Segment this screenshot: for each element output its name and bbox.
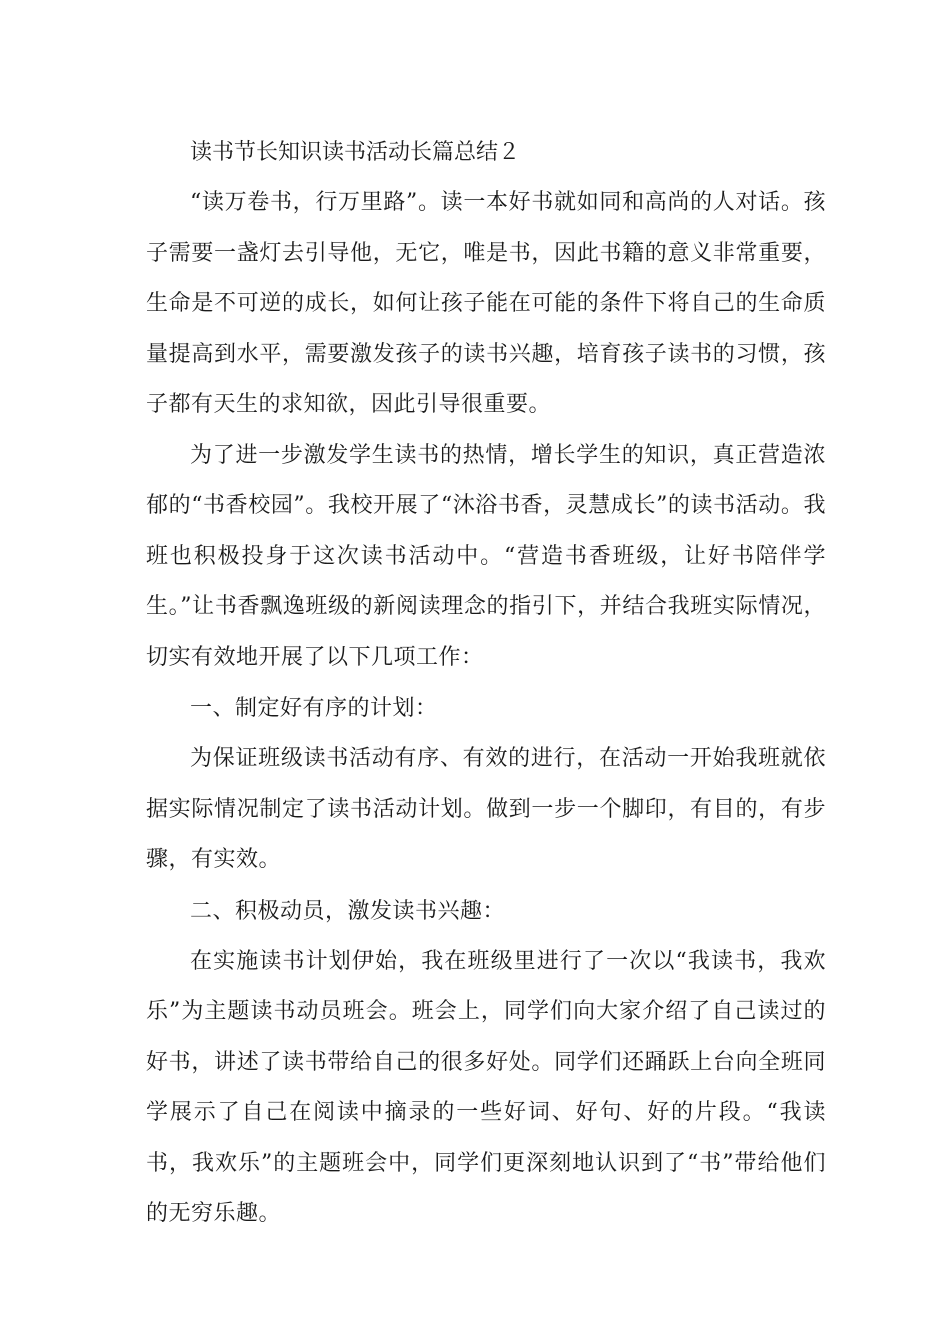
document-title: 读书节长知识读书活动长篇总结２ <box>190 140 521 165</box>
paragraph-activity: 为了进一步激发学生读书的热情，增长学生的知识，真正营造浓郁的“书香校园”。我校开展了“沐浴书香，灵慧成长”的读书活动。我班也积极投身于这次读书活动中。“营造书香班级，让好书陪伴学生。”让书香飘逸班级的新阅读理念的指引下，并结合我班实际情况，切实有效地开展了以下几项工作： <box>146 442 826 670</box>
paragraph-mobilize: 在实施读书计划伊始，我在班级里进行了一次以“我读书，我欢乐”为主题读书动员班会。班会上，同学们向大家介绍了自己读过的好书，讲述了读书带给自己的很多好处。同学们还踊跃上台向全班同学展示了自己在阅读中摘录的一些好词、好句、好的片段。“我读书，我欢乐”的主题班会中，同学们更深刻地认识到了“书”带给他们的无穷乐趣。 <box>146 948 826 1226</box>
document-body <box>146 128 826 1240</box>
paragraph-intro: “读万卷书，行万里路”。读一本好书就如同和高尚的人对话。孩子需要一盏灯去引导他，无它，唯是书，因此书籍的意义非常重要，生命是不可逆的成长，如何让孩子能在可能的条件下将自己的生命质量提高到水平，需要激发孩子的读书兴趣，培育孩子读书的习惯，孩子都有天生的求知欲，因此引导很重要。 <box>146 190 826 417</box>
paragraph-plan: 为保证班级读书活动有序、有效的进行，在活动一开始我班就依据实际情况制定了读书活动计划。做到一步一个脚印，有目的，有步骤，有实效。 <box>146 746 826 872</box>
section-heading-mobilize: 二、积极动员，激发读书兴趣： <box>190 898 506 924</box>
section-heading-plan: 一、制定好有序的计划： <box>190 696 438 721</box>
